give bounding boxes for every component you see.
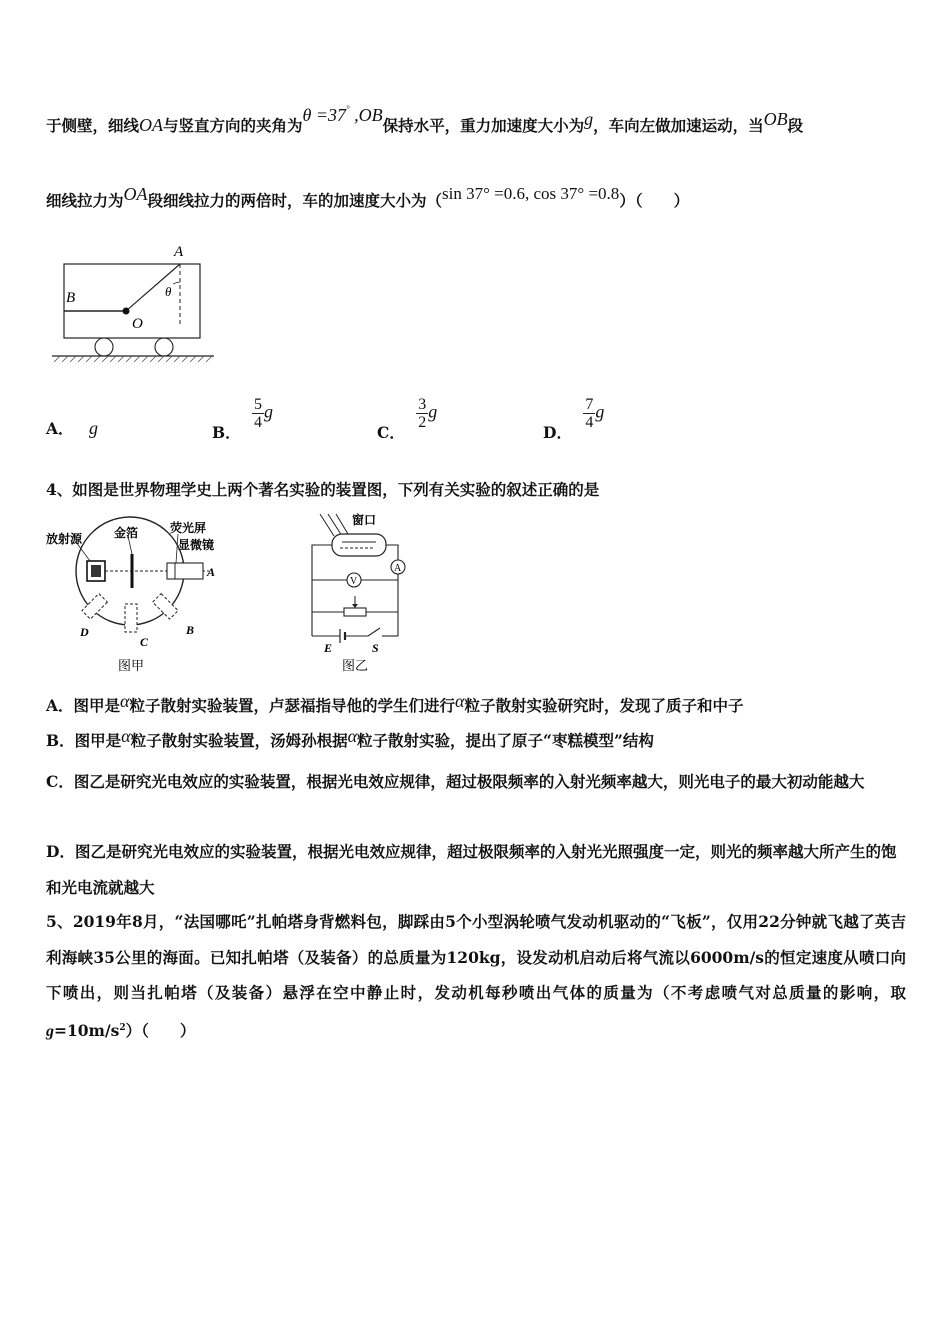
label-microscope: 显微镜 xyxy=(178,538,215,552)
denominator: 4 xyxy=(585,414,594,431)
caption-yi: 图乙 xyxy=(342,658,369,673)
var-g: g xyxy=(46,1022,54,1040)
denominator: 2 xyxy=(418,414,427,431)
alpha: α xyxy=(121,726,131,746)
q3-text: 与竖直方向的夹角为 xyxy=(163,116,303,135)
point-o xyxy=(123,308,130,315)
label-e: E xyxy=(324,641,333,655)
q5-value: =10m/s xyxy=(54,1020,120,1040)
var-oa: OA xyxy=(139,115,164,135)
string-oa xyxy=(126,264,180,311)
label-a: A xyxy=(174,244,184,260)
option-c[interactable] xyxy=(377,396,438,442)
wheel-left xyxy=(95,338,113,356)
opt-text: A．图甲是 xyxy=(46,696,121,715)
q3-text: 细线拉力为 xyxy=(46,191,124,210)
label-b: B xyxy=(186,623,195,637)
opt-text: 粒子散射实验研究时，发现了质子和中子 xyxy=(464,696,744,715)
degree: ° xyxy=(346,104,350,114)
q4-option-d[interactable]: D．图乙是研究光电效应的实验装置，根据光电效应规律，超过极限频率的入射光光照强度一定，则光的频率越大所产生的饱和光电流就越大 xyxy=(46,842,897,897)
theta-value xyxy=(303,105,383,125)
q3-text: 段细线拉力的两倍时，车的加速度大小为（ xyxy=(147,191,443,210)
label-ammeter: A xyxy=(394,563,402,574)
q3-line-2 xyxy=(46,184,690,211)
microscope-c xyxy=(125,604,137,632)
q4-option-c[interactable]: C．图乙是研究光电效应的实验装置，根据光电效应规律，超过极限频率的入射光频率越大，则光电子的最大初动能越大 xyxy=(46,772,865,791)
label-window: 窗口 xyxy=(352,513,377,527)
q3-text: 段 xyxy=(787,116,804,135)
ground-hatch xyxy=(54,356,212,362)
fraction xyxy=(583,396,595,431)
option-value: g xyxy=(264,401,274,422)
option-letter: C． xyxy=(377,422,405,442)
fraction xyxy=(416,396,428,431)
cart-figure xyxy=(46,236,221,366)
theta-arc xyxy=(173,282,180,284)
fraction xyxy=(252,396,264,431)
alpha: α xyxy=(347,726,358,746)
option-a[interactable] xyxy=(46,417,98,439)
option-value: g xyxy=(88,418,98,438)
numerator: 5 xyxy=(254,396,263,413)
option-value: g xyxy=(428,401,438,422)
switch xyxy=(368,628,380,636)
option-letter: A． xyxy=(46,419,74,438)
label-b: B xyxy=(66,290,76,306)
denominator: 4 xyxy=(254,414,263,431)
opt-text: 粒子散射实验装置，卢瑟福指导他的学生们进行 xyxy=(129,696,455,715)
label-theta: θ xyxy=(165,284,172,299)
option-d[interactable] xyxy=(543,396,605,442)
microscope-d xyxy=(153,594,178,619)
opt-text: B．图甲是 xyxy=(46,731,122,750)
q4-option-b[interactable] xyxy=(46,726,654,751)
q5-text xyxy=(46,904,906,1049)
option-b[interactable] xyxy=(212,396,274,442)
numerator: 3 xyxy=(418,396,427,413)
label-a: A xyxy=(207,565,216,579)
opt-text: 粒子散射实验装置，汤姆孙根据 xyxy=(130,731,348,750)
figure-yi xyxy=(290,510,420,678)
alpha: α xyxy=(120,691,130,711)
q3-line-1 xyxy=(46,104,804,136)
phototube xyxy=(332,534,386,556)
q3-text: 保持水平，重力加速度大小为 xyxy=(382,116,585,135)
trig-values: sin 37° =0.6, cos 37° =0.8 xyxy=(442,184,620,203)
microscope-a xyxy=(167,563,203,579)
opt-text: 粒子散射实验，提出了原子“枣糕模型”结构 xyxy=(357,731,654,750)
label-c: C xyxy=(140,635,149,649)
var-ob-comma: ,OB xyxy=(349,105,383,125)
caption-jia: 图甲 xyxy=(118,658,145,673)
label-o: O xyxy=(132,316,143,332)
superscript: 2 xyxy=(119,1022,126,1033)
label-screen: 荧光屏 xyxy=(170,521,207,535)
q5-bracket: ）（ ） xyxy=(125,1020,196,1040)
label-v: V xyxy=(350,576,358,587)
var-ob: OB xyxy=(763,109,788,129)
option-letter: D． xyxy=(543,422,572,442)
option-letter: B． xyxy=(212,422,241,442)
q5-body: 5、2019年8月，“法国哪吒”扎帕塔身背燃料包，脚踩由5个小型涡轮喷气发动机驱动的“飞板”，仅用22分钟就飞越了英吉利海峡35公里的海面。已知扎帕塔（及装备）的总质量为120kg，设发动机启动后将气流以6000m/s的恒定速度从喷口向下喷出，则当扎帕塔（及装备）悬浮在空中静止时，发动机每秒喷出气体的质量为（不考虑喷气对总质量的影响，取 xyxy=(46,912,906,1002)
var-oa: OA xyxy=(123,184,148,204)
label-d: D xyxy=(80,625,89,639)
label-foil: 金箔 xyxy=(114,526,139,540)
label-s: S xyxy=(372,641,379,655)
q4-stem: 4、如图是世界物理学史上两个著名实验的装置图，下列有关实验的叙述正确的是 xyxy=(46,480,600,499)
source-core xyxy=(91,565,101,577)
theta-eq: θ =37 xyxy=(302,105,347,125)
alpha: α xyxy=(455,691,465,711)
option-value: g xyxy=(595,401,605,422)
wheel-right xyxy=(155,338,173,356)
q3-text: ）（ ） xyxy=(619,191,690,210)
label-source: 放射源 xyxy=(46,532,83,546)
rheostat xyxy=(344,608,366,616)
q4-option-a[interactable] xyxy=(46,691,744,716)
q3-text: ，车向左做加速运动，当 xyxy=(593,116,764,135)
var-g: g xyxy=(584,109,594,129)
q3-text: 于侧壁，细线 xyxy=(46,116,140,135)
figure-jia xyxy=(46,516,236,678)
microscope-b xyxy=(82,594,107,619)
numerator: 7 xyxy=(585,396,594,413)
